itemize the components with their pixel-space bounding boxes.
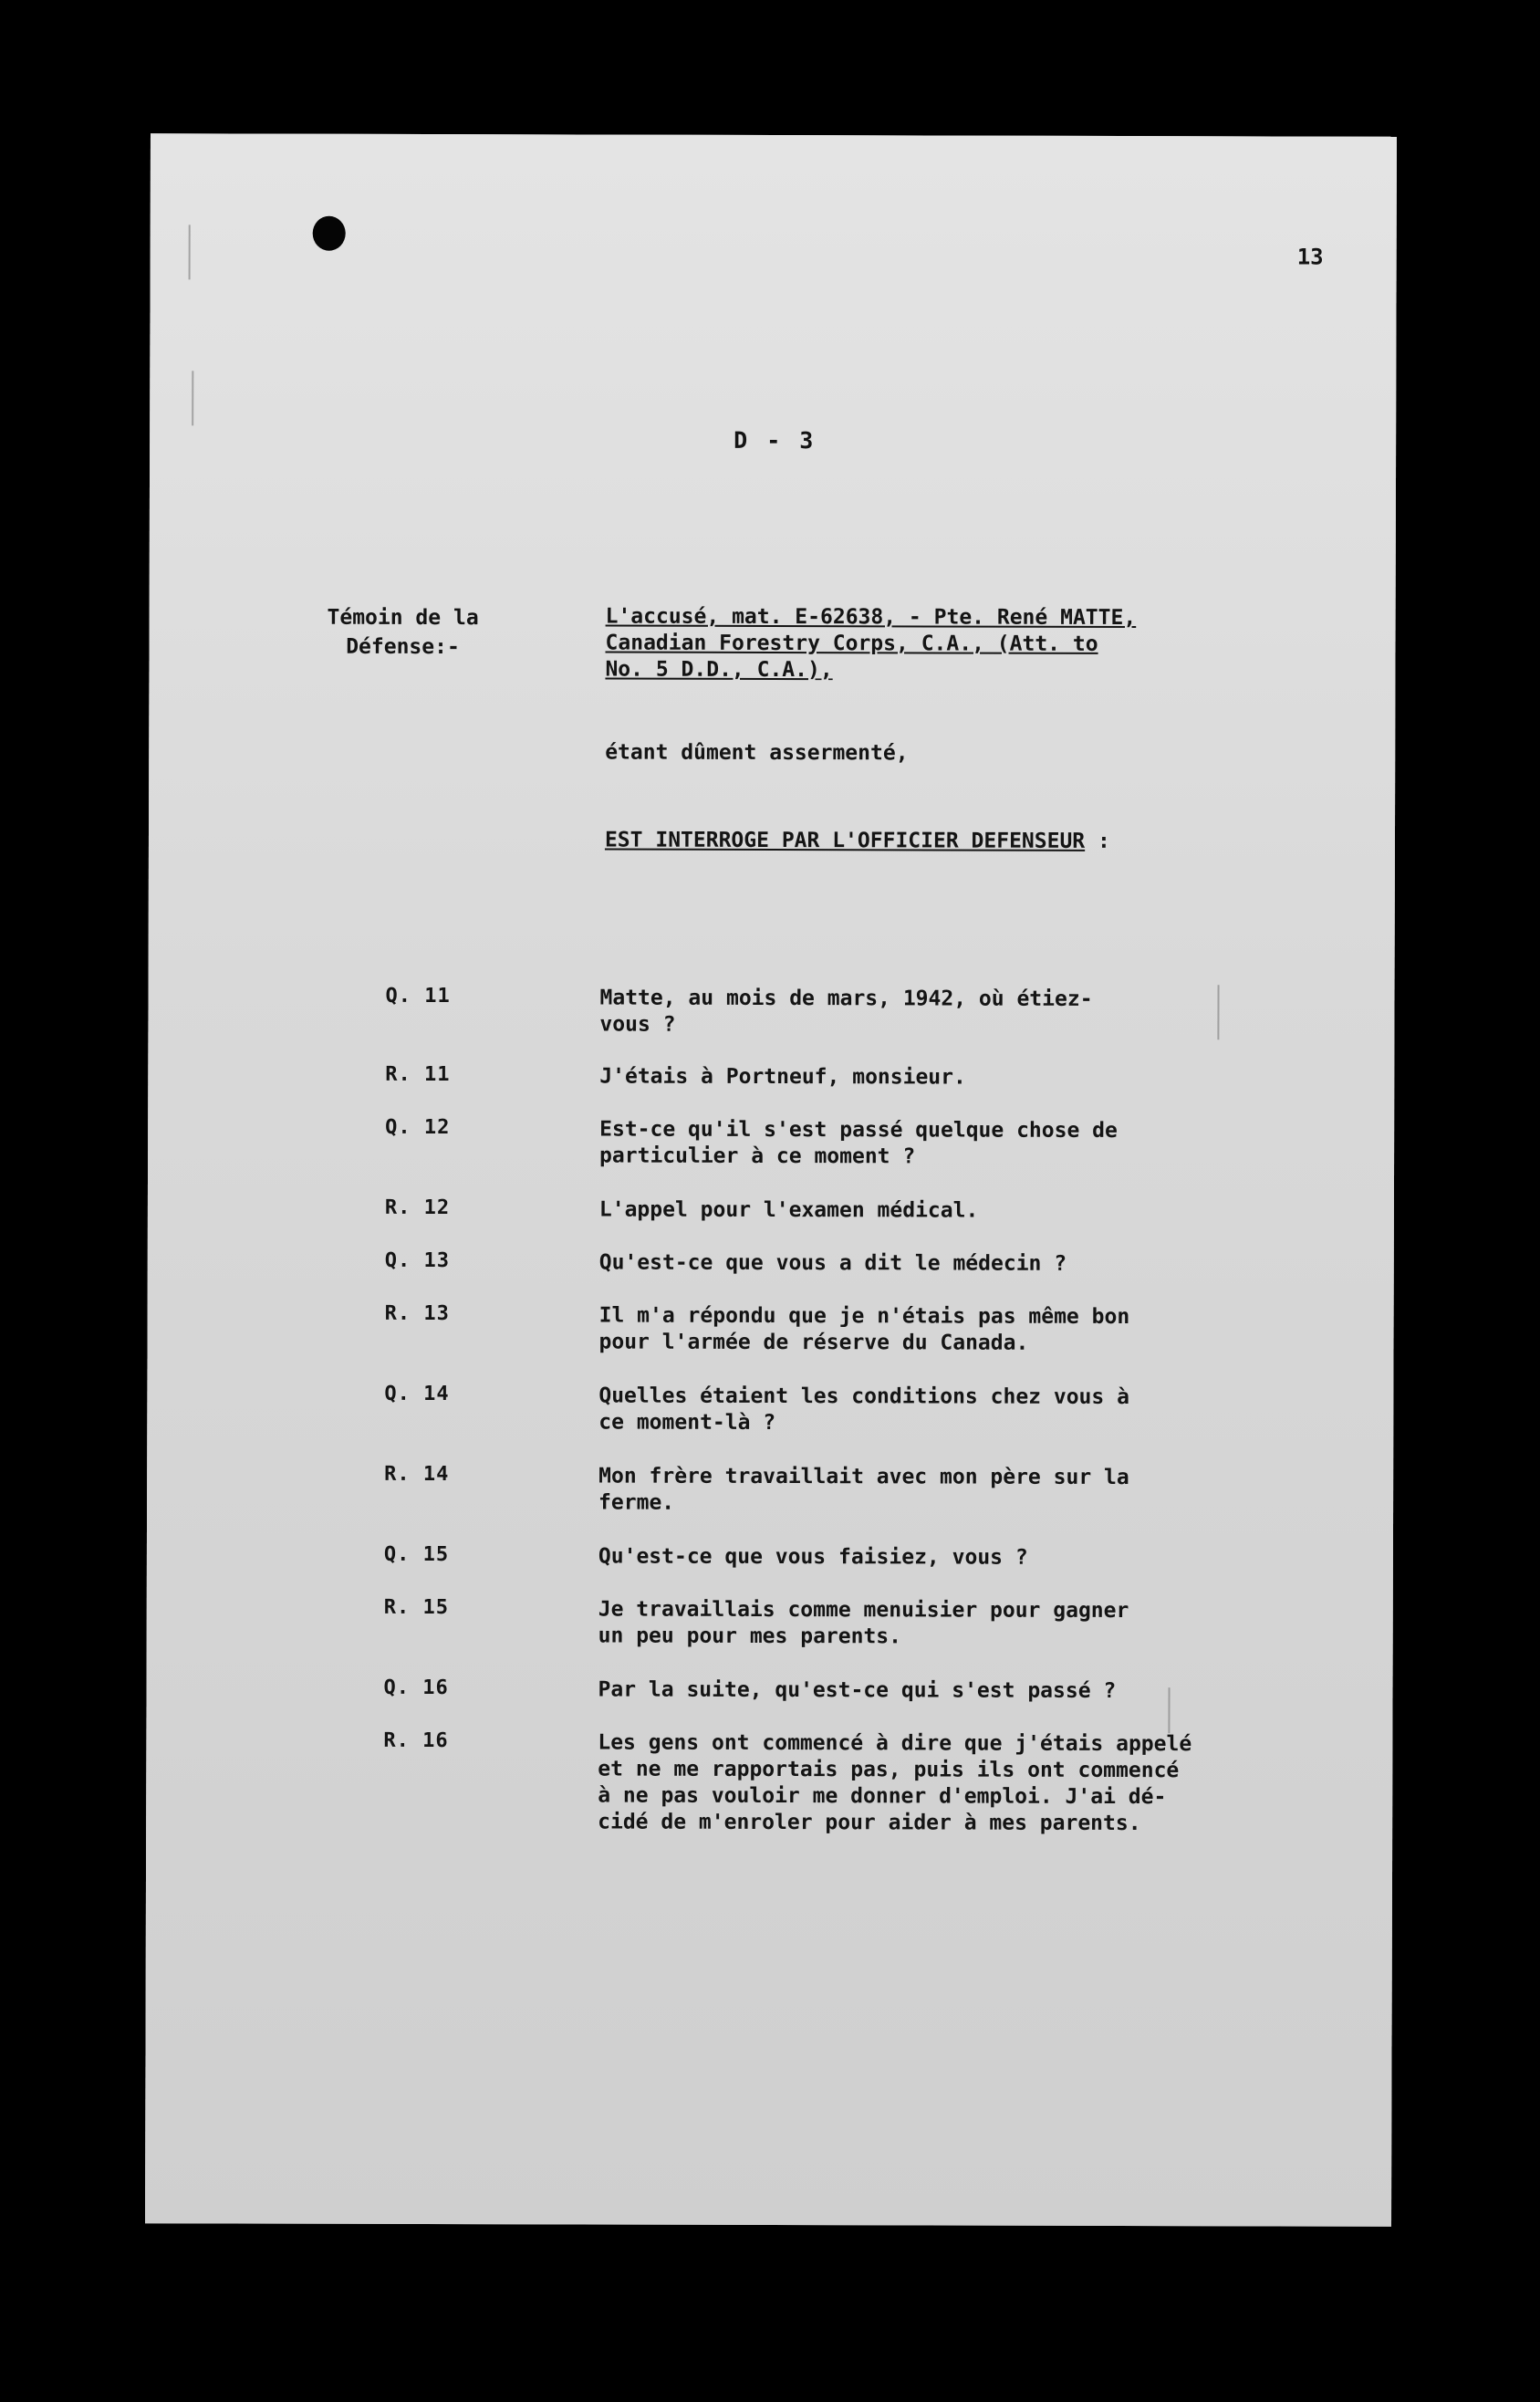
qa-label: Q. 11 [385, 984, 451, 1008]
qa-entry [148, 1115, 1394, 1169]
qa-label: Q. 16 [383, 1676, 449, 1700]
page-number: 13 [1296, 244, 1324, 270]
qa-entry [147, 1462, 1393, 1515]
qa-label: R. 14 [384, 1462, 450, 1487]
witness-label-line2: Défense:- [346, 634, 460, 660]
qa-line: Matte, au mois de mars, 1942, où étiez- [599, 986, 1093, 1011]
qa-entry [147, 1595, 1393, 1649]
qa-text [598, 1677, 1236, 1706]
qa-label: Q. 15 [383, 1542, 450, 1567]
qa-label: Q. 13 [384, 1248, 451, 1273]
qa-entry [148, 1301, 1394, 1355]
punch-hole [313, 216, 346, 251]
qa-text [598, 1464, 1237, 1519]
qa-line: ce moment-là ? [598, 1410, 776, 1436]
qa-entry [148, 1062, 1394, 1090]
qa-entry [147, 1542, 1393, 1570]
qa-line: cidé de m'enroler pour aider à mes parents. [598, 1810, 1141, 1836]
qa-label: Q. 14 [384, 1382, 450, 1406]
qa-line: Il m'a répondu que je n'étais pas même bon [598, 1303, 1130, 1330]
section-code: D - 3 [734, 426, 817, 454]
qa-line: Je travaillais comme menuisier pour gagner [598, 1597, 1129, 1624]
witness-identification [605, 604, 1298, 685]
qa-line: à ne pas vouloir me donner d'emploi. J'ai dé- [598, 1783, 1167, 1810]
qa-line: L'appel pour l'examen médical. [598, 1197, 979, 1223]
qa-text [598, 1384, 1237, 1438]
qa-line: J'étais à Portneuf, monsieur. [599, 1064, 966, 1090]
qa-line: ferme. [598, 1490, 675, 1515]
qa-line: pour l'armée de réserve du Canada. [598, 1330, 1029, 1355]
qa-label: R. 13 [384, 1301, 450, 1326]
examination-heading [605, 829, 1110, 853]
qa-line: un peu pour mes parents. [598, 1624, 902, 1649]
qa-label: R. 16 [383, 1728, 449, 1753]
qa-entry [146, 1728, 1392, 1836]
qa-line: Est-ce qu'il s'est passé quelque chose de [599, 1117, 1118, 1143]
qa-entry [148, 1196, 1394, 1223]
qa-line: particulier à ce moment ? [599, 1144, 916, 1169]
qa-entry [148, 1248, 1394, 1276]
qa-line: et ne me rapportais pas, puis ils ont commencé [598, 1757, 1180, 1783]
qa-line: Quelles étaient les conditions chez vous à [598, 1384, 1130, 1410]
qa-entry [147, 1676, 1393, 1703]
examination-heading-text: EST INTERROGE PAR L'OFFICIER DEFENSEUR [604, 828, 1086, 853]
qa-text [598, 1544, 1237, 1572]
qa-text [599, 1197, 1238, 1226]
qa-label: Q. 12 [385, 1115, 451, 1140]
witness-id-line1: L'accusé, mat. E-62638, - Pte. René MATTE, [605, 604, 1137, 631]
qa-text [598, 1597, 1237, 1652]
qa-text [599, 986, 1238, 1040]
qa-text [598, 1303, 1237, 1358]
witness-label [302, 603, 503, 663]
scan-mark [189, 225, 191, 279]
qa-label: R. 11 [385, 1062, 451, 1087]
qa-line: Mon frère travaillait avec mon père sur la [598, 1464, 1129, 1490]
examination-heading-colon: : [1098, 829, 1110, 853]
qa-line: Qu'est-ce que vous faisiez, vous ? [598, 1544, 1028, 1570]
sworn-statement: étant dûment assermenté, [605, 740, 909, 766]
witness-label-line1: Témoin de la [327, 605, 479, 631]
qa-entry [149, 984, 1395, 1037]
qa-text [599, 1064, 1238, 1092]
scan-mark [192, 371, 193, 425]
qa-line: Par la suite, qu'est-ce qui s'est passé ? [598, 1677, 1117, 1703]
qa-label: R. 12 [384, 1196, 451, 1220]
qa-label: R. 15 [383, 1595, 450, 1620]
qa-entry [147, 1382, 1393, 1436]
qa-text [599, 1250, 1238, 1279]
witness-id-line2: Canadian Forestry Corps, C.A., (Att. to [605, 631, 1098, 656]
qa-line: Qu'est-ce que vous a dit le médecin ? [598, 1250, 1067, 1276]
document-page [145, 133, 1397, 2227]
qa-line: Les gens ont commencé à dire que j'étais appelé [598, 1730, 1192, 1757]
qa-line: vous ? [599, 1012, 676, 1037]
witness-id-line3: No. 5 D.D., C.A.), [605, 657, 833, 683]
qa-text [599, 1117, 1238, 1172]
qa-text [598, 1730, 1254, 1838]
